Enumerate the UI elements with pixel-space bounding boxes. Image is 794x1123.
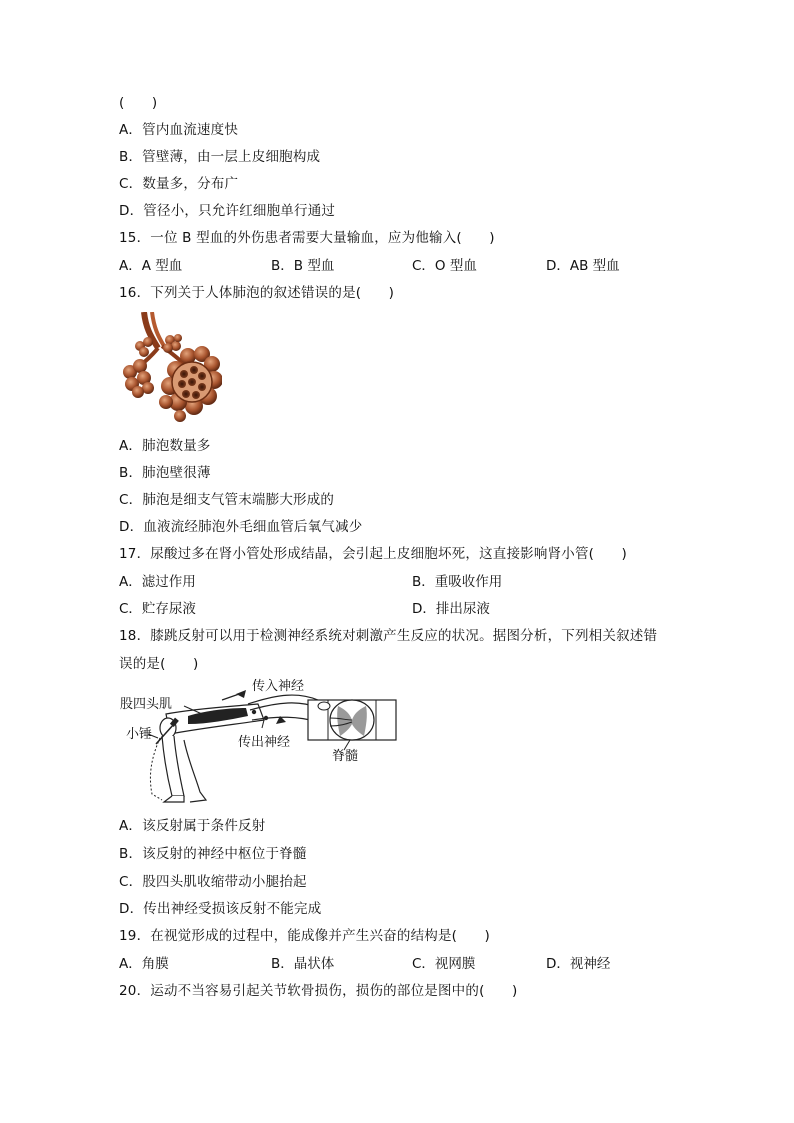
q17-stem: 17．尿酸过多在肾小管处形成结晶，会引起上皮细胞坏死，这直接影响肾小管( ) — [119, 546, 628, 562]
q17-option-d: D．排出尿液 — [412, 601, 490, 617]
q16-option-b: B．肺泡壁很薄 — [119, 465, 211, 481]
q18-stem-line2: 误的是( ) — [119, 656, 199, 672]
q17-option-b: B．重吸收作用 — [412, 574, 503, 590]
q15-option-c: C．O 型血 — [412, 258, 477, 274]
label-quadriceps: 股四头肌 — [120, 697, 173, 712]
q14-option-d: D．管径小，只允许红细胞单行通过 — [119, 203, 336, 219]
q18-option-d: D．传出神经受损该反射不能完成 — [119, 901, 322, 917]
q14-option-b: B．管壁薄，由一层上皮细胞构成 — [119, 149, 321, 165]
q18-option-b: B．该反射的神经中枢位于脊髓 — [119, 846, 307, 862]
label-spinal-cord: 脊髓 — [332, 749, 359, 764]
label-efferent-nerve: 传出神经 — [238, 735, 291, 750]
q14-option-c: C．数量多，分布广 — [119, 176, 239, 192]
q17-option-a: A．滤过作用 — [119, 574, 196, 590]
q17-option-c: C．贮存尿液 — [119, 601, 196, 617]
q18-option-c: C．股四头肌收缩带动小腿抬起 — [119, 874, 307, 890]
q19-option-b: B．晶状体 — [271, 956, 335, 972]
alveoli-figure — [118, 312, 222, 424]
q16-option-d: D．血液流经肺泡外毛细血管后氧气减少 — [119, 519, 363, 535]
q15-option-b: B．B 型血 — [271, 258, 335, 274]
q16-stem: 16．下列关于人体肺泡的叙述错误的是( ) — [119, 285, 395, 301]
q18-stem-line1: 18．膝跳反射可以用于检测神经系统对刺激产生反应的状况。据图分析，下列相关叙述错 — [119, 628, 658, 644]
q14-bracket: ( ) — [119, 95, 158, 111]
knee-jerk-figure — [118, 680, 398, 806]
q15-option-d: D．AB 型血 — [546, 258, 620, 274]
q16-option-a: A．肺泡数量多 — [119, 438, 211, 454]
q15-option-a: A．A 型血 — [119, 258, 183, 274]
q15-stem: 15．一位 B 型血的外伤患者需要大量输血，应为他输入( ) — [119, 230, 495, 246]
q19-stem: 19．在视觉形成的过程中，能成像并产生兴奋的结构是( ) — [119, 928, 491, 944]
q14-option-a: A．管内血流速度快 — [119, 122, 239, 138]
label-hammer: 小锤 — [126, 727, 153, 742]
q16-option-c: C．肺泡是细支气管末端膨大形成的 — [119, 492, 335, 508]
label-afferent-nerve: 传入神经 — [252, 679, 305, 694]
q19-option-a: A．角膜 — [119, 956, 169, 972]
q19-option-c: C．视网膜 — [412, 956, 476, 972]
q18-option-a: A．该反射属于条件反射 — [119, 818, 266, 834]
q19-option-d: D．视神经 — [546, 956, 611, 972]
q20-stem: 20．运动不当容易引起关节软骨损伤，损伤的部位是图中的( ) — [119, 983, 518, 999]
